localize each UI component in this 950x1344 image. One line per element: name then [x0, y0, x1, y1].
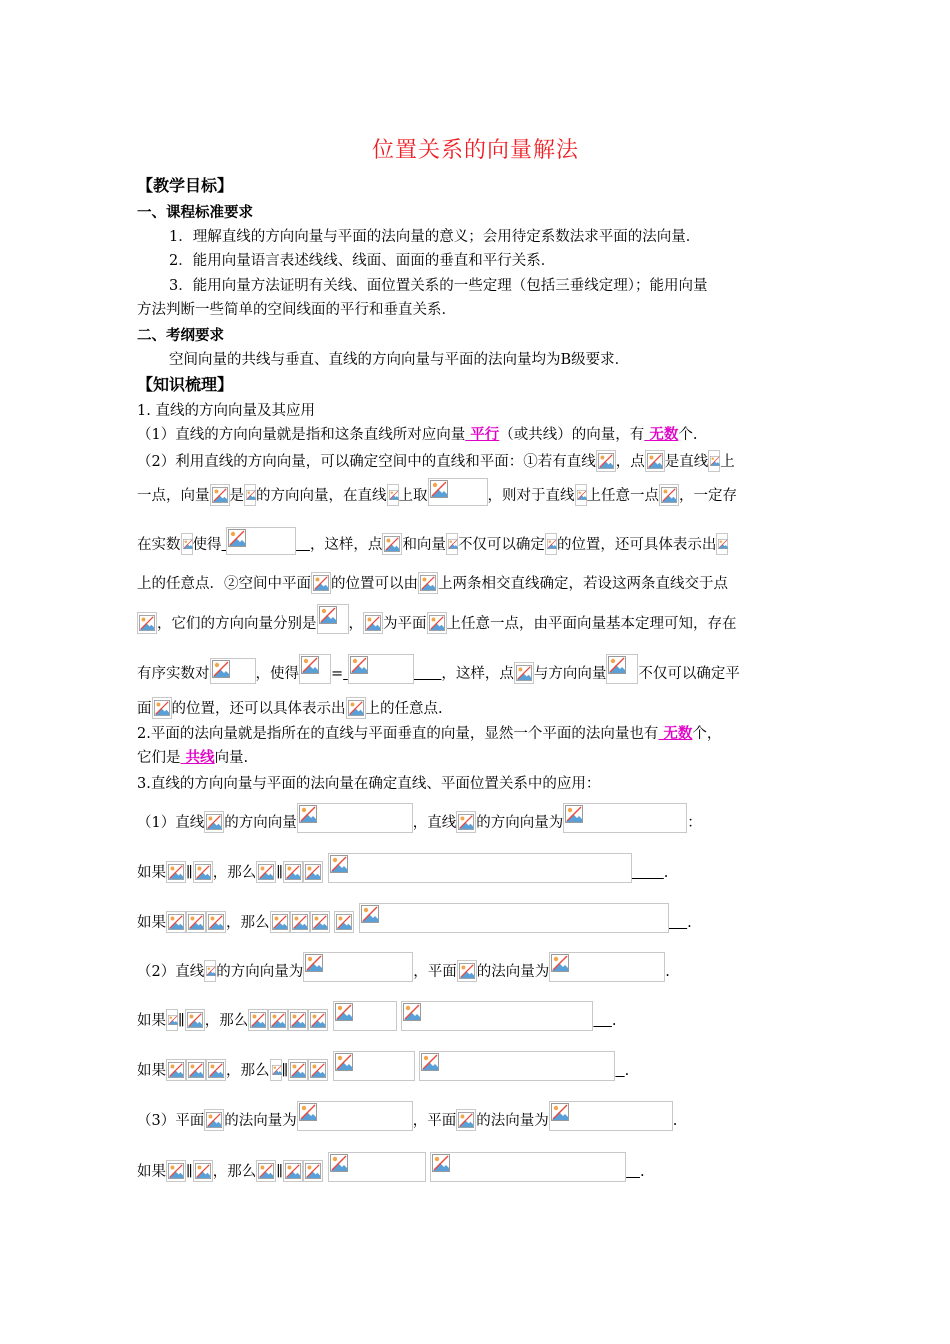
- text: ，那么: [226, 1063, 270, 1079]
- formula-image: [204, 811, 224, 833]
- formula-image: [308, 1059, 328, 1081]
- formula-image: [283, 1160, 303, 1182]
- formula-image: [186, 911, 206, 933]
- text: ∥: [186, 1164, 193, 1180]
- formula-image: [303, 952, 413, 982]
- formula-image: [244, 484, 256, 506]
- answer-infinite: 无数: [644, 426, 679, 443]
- formula-image: [166, 1059, 186, 1081]
- formula-image: [333, 1051, 415, 1081]
- text: .: [672, 1113, 678, 1129]
- knowledge-3-3: [137, 1101, 677, 1131]
- text: 的法向量为: [476, 964, 550, 980]
- text: 的位置，还可以具体表示出: [171, 701, 346, 717]
- formula-image: [346, 697, 366, 719]
- text: 在实数: [137, 537, 181, 553]
- formula-image: [363, 612, 383, 634]
- formula-image: [256, 861, 276, 883]
- text: 个.: [678, 427, 698, 443]
- text: .: [639, 1164, 645, 1180]
- text: （3）平面: [137, 1113, 205, 1129]
- knowledge-1-2-line4: [137, 572, 728, 594]
- section-heading-goals: 【教学目标】: [137, 176, 234, 195]
- condition-line-1: [137, 853, 668, 883]
- formula-image: [166, 911, 186, 933]
- formula-image: [193, 1160, 213, 1182]
- text: 使得: [192, 537, 222, 553]
- knowledge-1-2-line7: [137, 697, 443, 719]
- knowledge-1-2-line2: [137, 478, 737, 506]
- formula-image: [181, 533, 193, 555]
- formula-image: [268, 1009, 288, 1031]
- formula-image: [204, 1109, 224, 1131]
- formula-image: [206, 1059, 226, 1081]
- text: 面: [137, 701, 152, 717]
- text: ，平面: [412, 1113, 457, 1129]
- formula-image: [545, 533, 557, 555]
- text: .: [611, 1013, 617, 1029]
- text: 2.平面的法向量就是指所在的直线与平面垂直的向量，显然一个平面的法向量也有: [137, 726, 659, 742]
- formula-image: [303, 861, 323, 883]
- condition-line-5: [137, 1152, 645, 1182]
- text: 如果: [137, 1164, 166, 1180]
- formula-image: [166, 861, 186, 883]
- formula-image: [186, 1059, 206, 1081]
- knowledge-3-2: [137, 952, 670, 982]
- formula-image: [137, 612, 157, 634]
- formula-image: [334, 911, 354, 933]
- formula-image: [311, 572, 331, 594]
- formula-image: [428, 478, 488, 506]
- formula-image: [401, 1001, 593, 1031]
- formula-image: [659, 484, 679, 506]
- text: （1）直线的方向向量就是指和这条直线所对应向量: [137, 427, 466, 443]
- formula-image: [716, 533, 728, 555]
- formula-image: [456, 1109, 476, 1131]
- text: 如果: [137, 915, 166, 931]
- formula-image: [596, 450, 616, 472]
- formula-image: [248, 1009, 268, 1031]
- text: 上的任意点．②空间中平面: [137, 576, 311, 592]
- formula-image: [387, 484, 399, 506]
- text: 上的任意点.: [365, 701, 443, 717]
- section-heading-knowledge: 【知识梳理】: [137, 375, 234, 394]
- knowledge-1-2-line1: [137, 450, 735, 472]
- formula-image: [382, 533, 402, 555]
- text: 不仅可以确定: [457, 537, 545, 553]
- text: ，点: [615, 454, 645, 470]
- text: 为平面: [383, 616, 427, 632]
- formula-image: [514, 662, 534, 684]
- answer-parallel: 平行: [465, 426, 500, 443]
- knowledge-2-line2: [137, 748, 248, 768]
- formula-image: [418, 572, 438, 594]
- formula-image: [299, 654, 331, 684]
- text: ，直线: [412, 815, 457, 831]
- text: .: [663, 865, 669, 881]
- formula-image: [256, 1160, 276, 1182]
- text: 的方向向量，在直线: [256, 488, 387, 504]
- text: ，则对于直线: [487, 488, 575, 504]
- text: 的位置，还可具体表示出: [556, 537, 717, 553]
- text: ，那么: [226, 915, 270, 931]
- formula-image: [270, 911, 290, 933]
- text: 和向量: [402, 537, 446, 553]
- text: ，一定存: [679, 488, 737, 504]
- text: 是: [229, 488, 244, 504]
- formula-image: [427, 612, 447, 634]
- goal-1: 1．理解直线的方向向量与平面的法向量的意义；会用待定系数法求平面的法向量．: [169, 229, 701, 245]
- formula-image: [166, 1160, 186, 1182]
- text: ∥: [276, 865, 283, 881]
- formula-image: [297, 1101, 413, 1131]
- answer-infinite: 无数: [658, 725, 693, 742]
- formula-image: [210, 658, 256, 684]
- text: 的方向向量: [224, 815, 297, 831]
- formula-image: [288, 1009, 308, 1031]
- text: ∥: [276, 1164, 283, 1180]
- text: .: [624, 1063, 630, 1079]
- text: 上两条相交直线确定，若设这两条直线交于点: [438, 576, 728, 592]
- text: 与方向向量: [533, 666, 607, 682]
- text: ，它们的方向向量分别是: [157, 616, 317, 632]
- text: =: [331, 666, 344, 682]
- text: .: [687, 915, 692, 931]
- text: 如果: [137, 1013, 166, 1029]
- text: 一点，向量: [137, 488, 210, 504]
- answer-collinear: 共线: [180, 749, 215, 766]
- formula-image: [606, 654, 638, 684]
- formula-image: [645, 450, 665, 472]
- text: ，这样，点: [309, 537, 383, 553]
- text: 不仅可以确定平: [638, 666, 740, 682]
- text: ，平面: [413, 964, 457, 980]
- formula-image: [359, 903, 669, 933]
- text: 的法向量为: [224, 1113, 297, 1129]
- formula-image: [290, 911, 310, 933]
- text: 上: [720, 454, 735, 470]
- condition-line-3: [137, 1001, 616, 1031]
- formula-image: [166, 1009, 178, 1031]
- formula-image: [185, 1009, 205, 1031]
- text: （或共线）的向量，有: [499, 427, 645, 443]
- formula-image: [308, 1009, 328, 1031]
- formula-image: [348, 654, 414, 684]
- formula-image: [226, 527, 296, 555]
- formula-image: [317, 604, 349, 634]
- knowledge-1-2-line6: [137, 654, 740, 684]
- knowledge-3-1: [137, 803, 702, 833]
- knowledge-2-line1: [137, 724, 721, 744]
- formula-image: [310, 911, 330, 933]
- formula-image: [549, 1101, 673, 1131]
- text: ∥: [178, 1013, 185, 1029]
- text: 个，: [692, 726, 722, 742]
- text: 的位置可以由: [331, 576, 418, 592]
- formula-image: [419, 1051, 615, 1081]
- text: 向量.: [214, 750, 249, 766]
- formula-image: [430, 1152, 626, 1182]
- formula-image: [283, 861, 303, 883]
- condition-line-2: [137, 903, 692, 933]
- text: ，那么: [212, 1164, 257, 1180]
- text: （2）利用直线的方向向量，可以确定空间中的直线和平面：①若有直线: [137, 454, 596, 470]
- text: 有序实数对: [137, 666, 210, 682]
- text: （1）直线: [137, 815, 205, 831]
- formula-image: [303, 1160, 323, 1182]
- knowledge-1-title: 1. 直线的方向向量及其应用: [137, 403, 315, 419]
- document-title: 位置关系的向量解法: [371, 138, 579, 163]
- formula-image: [328, 1152, 426, 1182]
- text: 如果: [137, 1063, 166, 1079]
- formula-image: [210, 484, 230, 506]
- formula-image: [446, 533, 458, 555]
- formula-image: [575, 484, 587, 506]
- text: ，那么: [212, 865, 257, 881]
- formula-image: [152, 697, 172, 719]
- text: ，那么: [204, 1013, 249, 1029]
- formula-image: [204, 960, 216, 982]
- text: 上任意一点: [586, 488, 659, 504]
- text: ：: [687, 815, 702, 831]
- text: ∥: [281, 1063, 289, 1079]
- text: ，这样，点: [441, 666, 514, 682]
- text: 它们是: [137, 750, 181, 766]
- text: .: [665, 964, 670, 980]
- goal-3-line1: 3．能用向量方法证明有关线、面位置关系的一些定理（包括三垂线定理）；能用向量: [169, 278, 708, 294]
- formula-image: [297, 803, 413, 833]
- formula-image: [288, 1059, 308, 1081]
- text: 的方向向量为: [216, 964, 304, 980]
- text: ，使得: [255, 666, 299, 682]
- formula-image: [328, 853, 632, 883]
- formula-image: [549, 952, 665, 982]
- text: 是直线: [664, 454, 709, 470]
- formula-image: [206, 911, 226, 933]
- text: ，: [348, 616, 363, 632]
- knowledge-1-2-line3: [137, 527, 728, 555]
- text: 的方向向量为: [476, 815, 564, 831]
- knowledge-1-2-line5: [137, 604, 737, 634]
- text: ∥: [186, 865, 193, 881]
- goal-2: 2．能用向量语言表述线线、线面、面面的垂直和平行关系．: [169, 253, 556, 269]
- text: （2）直线: [137, 964, 205, 980]
- text: 如果: [137, 865, 166, 881]
- subheading-exam: 二、考纲要求: [137, 328, 224, 344]
- formula-image: [457, 960, 477, 982]
- formula-image: [563, 803, 687, 833]
- exam-requirement: 空间向量的共线与垂直、直线的方向向量与平面的法向量均为B级要求．: [169, 352, 630, 368]
- subheading-curriculum: 一、课程标准要求: [137, 205, 253, 221]
- text: 上取: [398, 488, 428, 504]
- formula-image: [270, 1059, 282, 1081]
- condition-line-4: [137, 1051, 629, 1081]
- formula-image: [333, 1001, 397, 1031]
- knowledge-3-title: 3.直线的方向向量与平面的法向量在确定直线、平面位置关系中的应用：: [137, 776, 601, 792]
- text: 上任意一点，由平面向量基本定理可知，存在: [446, 616, 737, 632]
- formula-image: [193, 861, 213, 883]
- goal-3-line2: 方法判断一些简单的空间线面的平行和垂直关系．: [137, 302, 456, 318]
- formula-image: [708, 450, 720, 472]
- knowledge-1-1: [137, 425, 697, 445]
- text: 的法向量为: [476, 1113, 549, 1129]
- formula-image: [456, 811, 476, 833]
